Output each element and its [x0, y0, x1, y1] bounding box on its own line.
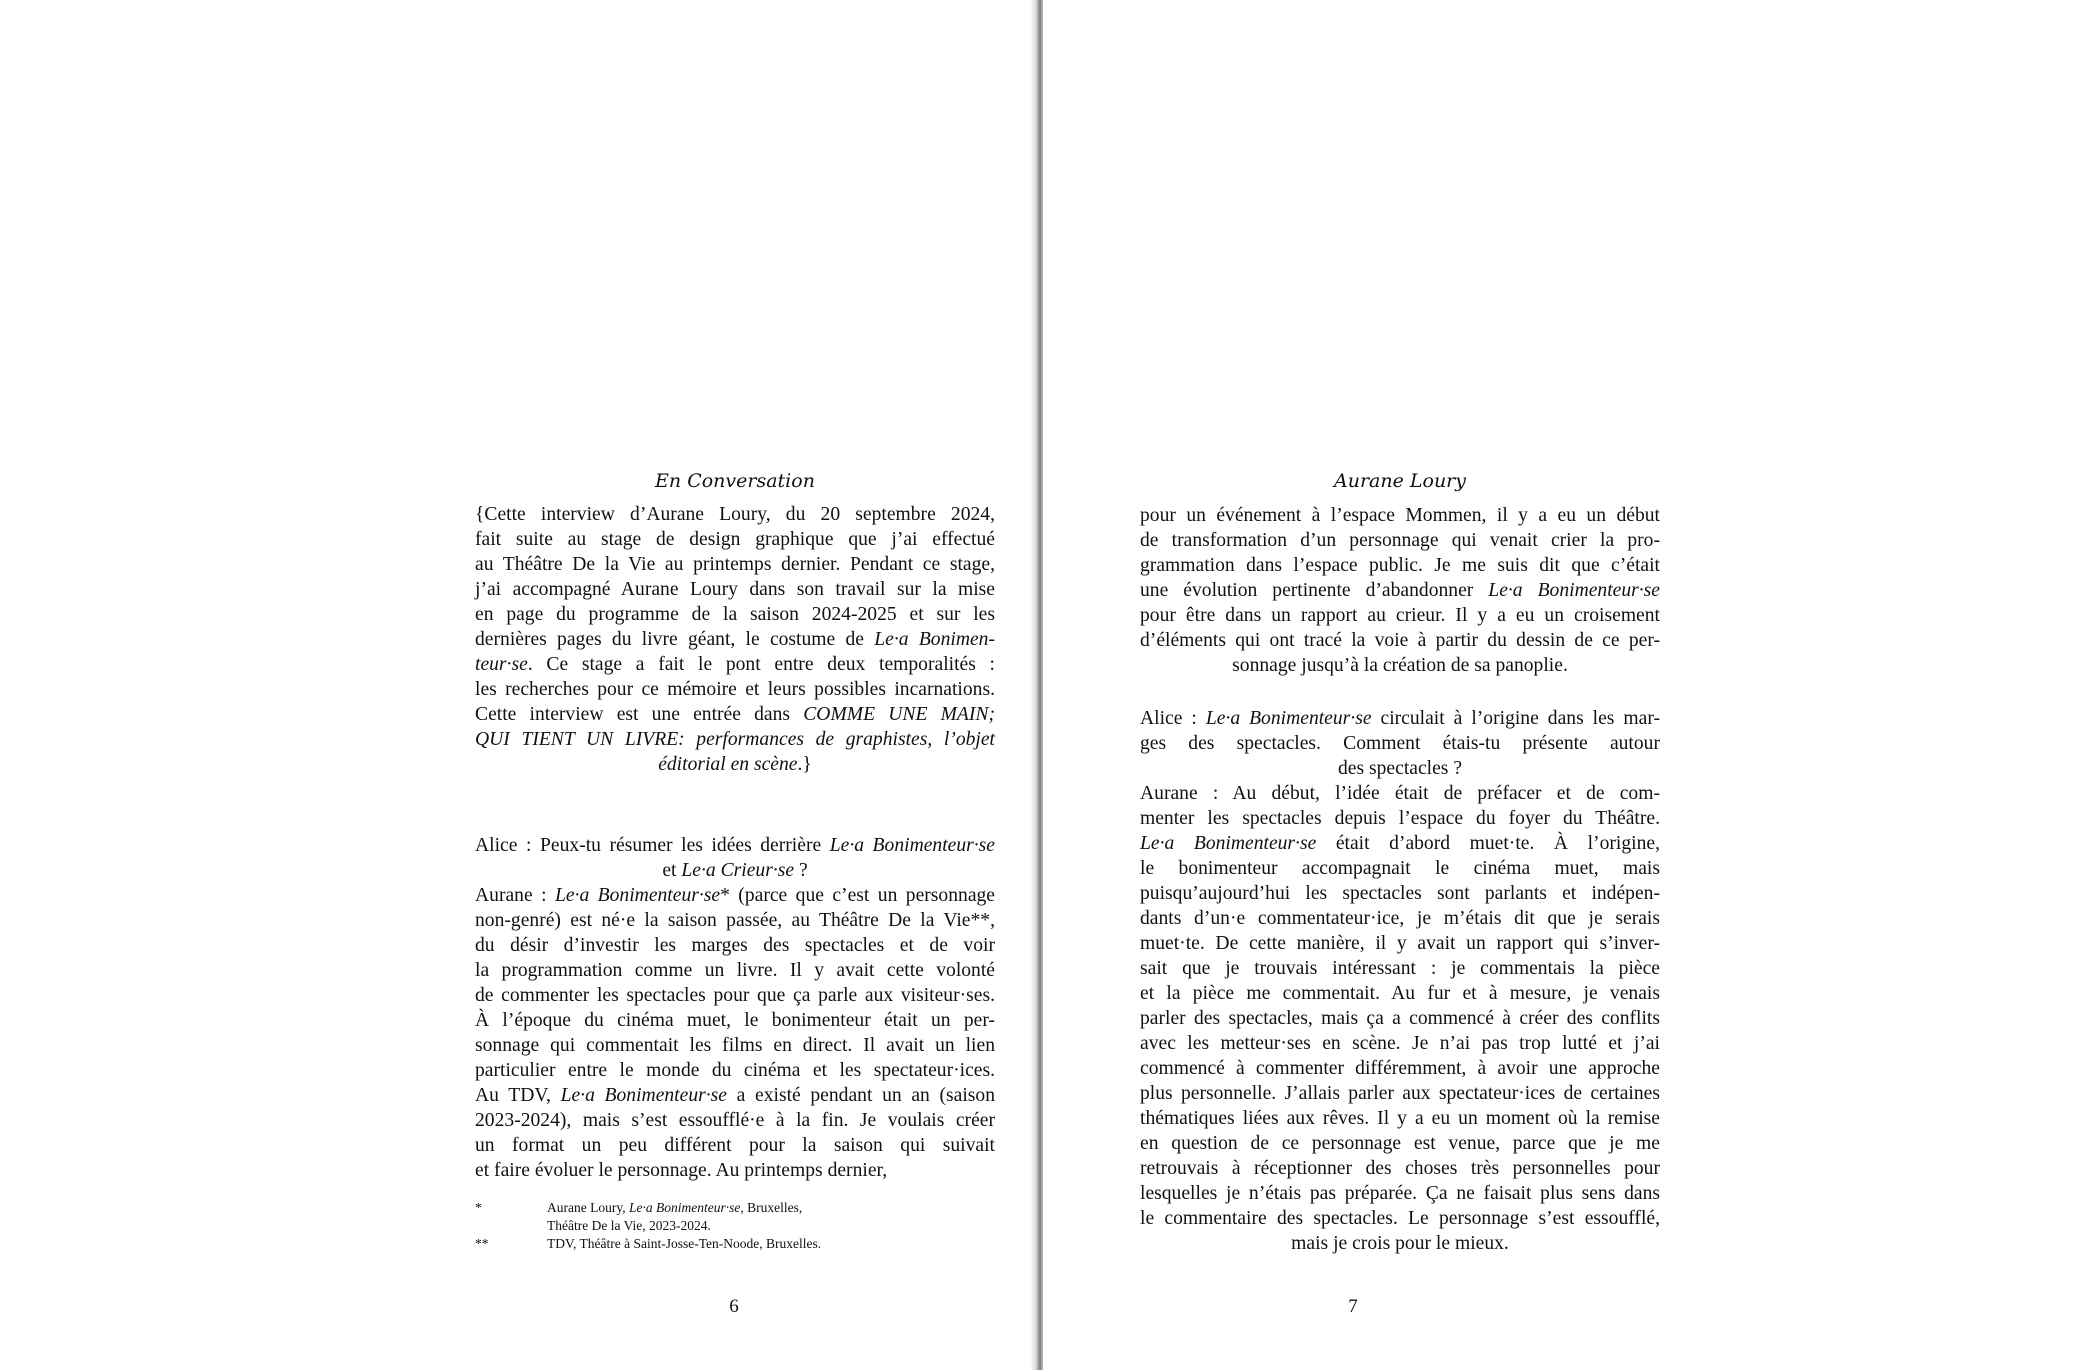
text-line: les recherches pour ce mémoire et leurs possibles incarnations.: [475, 679, 995, 700]
text-line: Alice : Peux-tu résumer les idées derrière Le·a Bonimenteur·se: [475, 835, 995, 856]
text-line: la programmation comme un livre. Il y avait cette volonté: [475, 960, 995, 981]
text-line: pour un événement à l’espace Mommen, il y a eu un début: [1140, 505, 1660, 526]
text-line: thématiques liées aux rêves. Il y a eu un moment où la remise: [1140, 1108, 1660, 1129]
text-line: en page du programme de la saison 2024-2025 et sur les: [475, 604, 995, 625]
text-line: et faire évoluer le personnage. Au printemps dernier,: [475, 1160, 888, 1181]
footnotes: [475, 1199, 995, 1253]
text-line: mais je crois pour le mieux.: [1291, 1233, 1509, 1254]
footnote-mark: *: [475, 1200, 482, 1215]
text-line: plus personnelle. J’allais parler aux spectateur·ices de certaines: [1140, 1083, 1660, 1104]
page-number: 6: [729, 1296, 739, 1317]
right-page: [1043, 0, 2079, 1370]
interview-question-answer: [1140, 706, 1660, 1256]
text-line: lesquelles je n’étais pas préparée. Ça ne faisait plus sens dans: [1140, 1183, 1660, 1204]
footnote: * Aurane Loury, Le·a Bonimenteur·se, Bruxelles, Théâtre De la Vie, 2023-2024.: [475, 1200, 803, 1233]
text-line: muet·te. De cette manière, il y avait un rapport qui s’inver-: [1140, 933, 1660, 954]
text-line: sonnage qui commentait les films en direct. Il avait un lien: [475, 1035, 995, 1056]
running-head: En Conversation: [655, 470, 815, 492]
text-line: parler des spectacles, mais ça a commencé à créer des conflits: [1140, 1008, 1660, 1029]
text-line: et Le·a Crieur·se ?: [662, 860, 808, 881]
text-line: de transformation d’un personnage qui venait crier la pro-: [1140, 530, 1660, 551]
text-line: du désir d’investir les marges des spectacles et de voir: [475, 935, 995, 956]
text-line: Le·a Bonimenteur·se était d’abord muet·te. À l’origine,: [1140, 833, 1660, 854]
footnote-mark: **: [475, 1236, 489, 1251]
text-line: 2023-2024), mais s’est essoufflé·e à la fin. Je voulais créer: [475, 1110, 995, 1131]
text-line: éditorial en scène.}: [658, 754, 812, 775]
text-line: au Théâtre De la Vie au printemps dernier. Pendant ce stage,: [475, 554, 995, 575]
text-line: {Cette interview d’Aurane Loury, du 20 septembre 2024,: [475, 504, 995, 525]
interview-question-answer: [475, 833, 995, 1183]
running-head: Aurane Loury: [1334, 470, 1466, 492]
text-line: de commenter les spectacles pour que ça parle aux visiteur·ses.: [475, 985, 995, 1006]
text-line: le commentaire des spectacles. Le personnage s’est essoufflé,: [1140, 1208, 1660, 1229]
text-line: Au TDV, Le·a Bonimenteur·se a existé pendant un an (saison: [475, 1085, 995, 1106]
text-line: menter les spectacles depuis l’espace du foyer du Théâtre.: [1140, 808, 1660, 829]
intro-paragraph: [475, 502, 995, 777]
text-line: ges des spectacles. Comment étais-tu présente autour: [1140, 733, 1660, 754]
text-line: QUI TIENT UN LIVRE: performances de graphistes, l’objet: [475, 729, 995, 750]
text-line: non-genré) est né·e la saison passée, au Théâtre De la Vie**,: [475, 910, 995, 931]
left-page: [0, 0, 1037, 1370]
page-number: 7: [1348, 1296, 1358, 1317]
text-line: particulier entre le monde du cinéma et les spectateur·ices.: [475, 1060, 995, 1081]
text-line: des spectacles ?: [1337, 758, 1463, 779]
text-line: retrouvais à réceptionner des choses très personnelles pour: [1140, 1158, 1660, 1179]
text-line: avec les metteur·ses en scène. Je n’ai pas trop lutté et j’ai: [1140, 1033, 1660, 1054]
text-line: grammation dans l’espace public. Je me suis dit que c’était: [1140, 555, 1660, 576]
text-line: et la pièce me commentait. Au fur et à mesure, je venais: [1140, 983, 1660, 1004]
text-line: pour être dans un rapport au crieur. Il y a eu un croisement: [1140, 605, 1660, 626]
text-line: sonnage jusqu’à la création de sa panoplie.: [1232, 655, 1568, 676]
text-line: Aurane : Au début, l’idée était de préfacer et de com-: [1140, 783, 1660, 804]
text-line: dernières pages du livre géant, le costume de Le·a Bonimen-: [475, 629, 995, 650]
text-line: Aurane : Le·a Bonimenteur·se* (parce que c’est un personnage: [475, 885, 996, 906]
text-line: en question de ce personnage est venue, parce que je me: [1140, 1133, 1660, 1154]
text-line: dants d’un·e commentateur·ice, je m’étais dit que je serais: [1140, 908, 1660, 929]
text-line: Cette interview est une entrée dans COMME UNE MAIN;: [475, 704, 995, 725]
text-line: teur·se. Ce stage a fait le pont entre deux temporalités :: [475, 654, 995, 675]
text-line: commencé à commenter différemment, à avoir une approche: [1140, 1058, 1660, 1079]
text-line: puisqu’aujourd’hui les spectacles sont parlants et indépen-: [1140, 883, 1660, 904]
footnote: ** TDV, Théâtre à Saint-Josse-Ten-Noode, Bruxelles.: [475, 1236, 822, 1251]
text-line: À l’époque du cinéma muet, le bonimenteur était un per-: [475, 1010, 995, 1031]
text-line: fait suite au stage de design graphique que j’ai effectué: [475, 529, 995, 550]
text-line: un format un peu différent pour la saison qui suivait: [475, 1135, 995, 1156]
text-line: Alice : Le·a Bonimenteur·se circulait à l’origine dans les mar-: [1140, 708, 1660, 729]
text-line: sait que je trouvais intéressant : je commentais la pièce: [1140, 958, 1660, 979]
text-line: le bonimenteur accompagnait le cinéma muet, mais: [1140, 858, 1660, 879]
text-line: d’éléments qui ont tracé la voie à partir du dessin de ce per-: [1140, 630, 1660, 651]
text-line: j’ai accompagné Aurane Loury dans son travail sur la mise: [475, 579, 995, 600]
answer-continuation: [1140, 503, 1660, 678]
text-line: une évolution pertinente d’abandonner Le·a Bonimenteur·se: [1140, 580, 1661, 601]
